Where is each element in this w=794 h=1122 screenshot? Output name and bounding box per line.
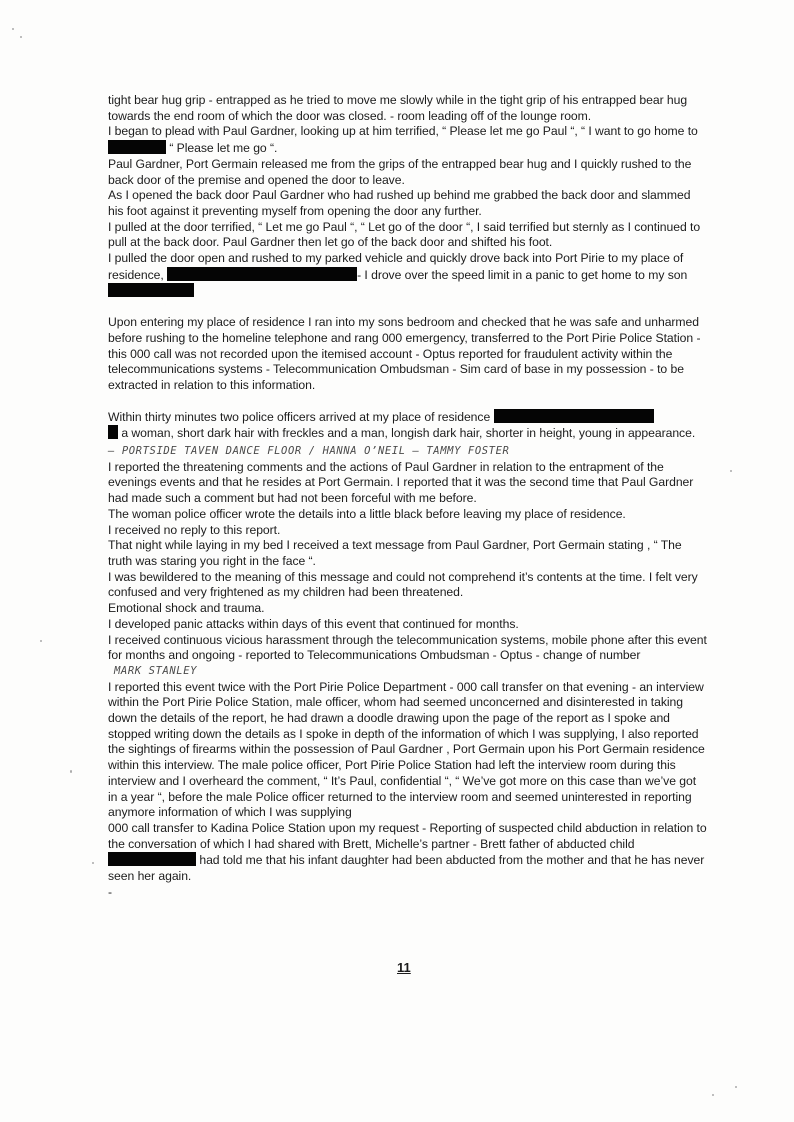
text-run: I pulled the door open and rushed to my parked vehicle and quickly drove back into Port Pirie to my place of residence, xyxy=(108,251,684,282)
paragraph: Paul Gardner, Port Germain released me from the grips of the entrapped bear hug and I quickly rushed to the back door of the premise and opened the door to leave. xyxy=(108,156,692,187)
paragraph xyxy=(108,409,708,460)
text-run: Within thirty minutes two police officers arrived at my place of residence xyxy=(108,409,491,424)
paragraph-gap xyxy=(108,394,708,409)
paragraph: As I opened the back door Paul Gardner who had rushed up behind me grabbed the back door and slammed his foot against it preventing myself from opening the door any further. xyxy=(108,188,691,218)
scan-speck xyxy=(92,862,94,864)
redaction-box xyxy=(167,267,357,281)
paragraph: Upon entering my place of residence I ran into my sons bedroom and checked that he was safe and unharmed before rushing to the homeline telephone and rang 000 emergency, transferred to the Port Pirie Police Station - this 000 call was not recorded upon the itemised account - Optus reported for fraudulent activity within the telecommunications systems - Telecommunication Ombudsman - Sim card of base in my possession - to be extracted in relation to this information. xyxy=(108,315,701,392)
text-run: - I drove over the speed limit in a panic to get home to my son xyxy=(357,267,688,282)
paragraph: I developed panic attacks within days of this event that continued for months. xyxy=(108,616,519,631)
paragraph: That night while laying in my bed I received a text message from Paul Gardner, Port Germain stating , “ The truth was staring you right in the face “. xyxy=(108,538,682,568)
paragraph: Emotional shock and trauma. xyxy=(108,601,265,616)
redaction-box xyxy=(108,283,194,297)
paragraph: - xyxy=(108,884,113,899)
paragraph-gap xyxy=(108,300,708,315)
redaction-box xyxy=(108,852,196,866)
redaction-box xyxy=(108,425,118,439)
scan-speck xyxy=(40,640,42,642)
body-text xyxy=(108,93,708,900)
scan-speck xyxy=(20,36,22,38)
handwritten-annotation: – PORTSIDE TAVEN DANCE FLOOR / HANNA O’NEIL – TAMMY FOSTER xyxy=(108,445,510,458)
paragraph xyxy=(108,124,708,156)
paragraph: I received no reply to this report. xyxy=(108,522,281,537)
paragraph: The woman police officer wrote the details into a little black before leaving my place of residence. xyxy=(108,506,626,521)
paragraph: tight bear hug grip - entrapped as he tried to move me slowly while in the tight grip of his entrapped bear hug towards the end room of which the door was closed. - room leading off of the lounge room. xyxy=(108,93,688,123)
scan-speck xyxy=(730,470,732,472)
page-number: 11 xyxy=(397,960,411,975)
paragraph: I reported this event twice with the Port Pirie Police Department - 000 call transfer on that evening - an interview within the Port Pirie Police Station, male officer, whom had seemed unconcerned and disinterested in taking down the details of the report, he had drawn a doodle drawing upon the page of the report as I spoke and stopped writing down the details as I spoke in depth of the information of which I was supplying, I also reported the sightings of firearms within the possession of Paul Gardner , Port Germain upon his Port Germain residence within this interview. The male police officer, Port Pirie Police Station had left the interview room during this interview and I overheard the comment, “ It’s Paul, confidential “, “ We’ve got more on this case than we’ve got in a year “, before the male Police officer returned to the interview room and seemed uninterested in reporting anymore information of which I was supplying xyxy=(108,679,705,820)
scan-speck xyxy=(712,1094,714,1096)
redaction-box xyxy=(494,409,654,423)
text-run: “ Please let me go “. xyxy=(166,141,278,156)
scan-speck xyxy=(735,1086,737,1088)
redaction-box xyxy=(108,140,166,154)
handwritten-name: MARK STANLEY xyxy=(114,664,198,677)
paragraph: I pulled at the door terrified, “ Let me go Paul “, “ Let go of the door “, I said terrified but sternly as I continued to pull at the back door. Paul Gardner then let go of the back door and shifted his foot. xyxy=(108,219,701,250)
paragraph: I received continuous vicious harassment through the telecommunication systems, mobile phone after this event for months and ongoing - reported to Telecommunications Ombudsman - Optus - change of number xyxy=(108,632,707,663)
scan-speck xyxy=(12,28,14,30)
text-run: 000 call transfer to Kadina Police Station upon my request - Reporting of suspected child abduction in relation to the conversation of which I had shared with Brett, Michelle’s partner - Brett father of abducted child xyxy=(108,820,707,851)
text-run: had told me that his infant daughter had been abducted from the mother and that he has never seen her again. xyxy=(108,853,705,884)
text-run: a woman, short dark hair with freckles and a man, longish dark hair, shorter in height, young in appearance. xyxy=(118,426,696,441)
text-run: I began to plead with Paul Gardner, looking up at him terrified, “ Please let me go Paul “, “ I want to go home to xyxy=(108,124,698,139)
paragraph: I was bewildered to the meaning of this message and could not comprehend it’s contents at the time. I felt very confused and very frightened as my children had been threatened. xyxy=(108,569,698,600)
paragraph: I reported the threatening comments and the actions of Paul Gardner in relation to the entrapment of the evenings events and that he resides at Port Germain. I reported that it was the second time that Paul Gardner had made such a comment but had not been forceful with me before. xyxy=(108,459,694,506)
scan-speck xyxy=(70,770,72,773)
paragraph xyxy=(108,251,708,300)
paragraph xyxy=(108,821,708,885)
